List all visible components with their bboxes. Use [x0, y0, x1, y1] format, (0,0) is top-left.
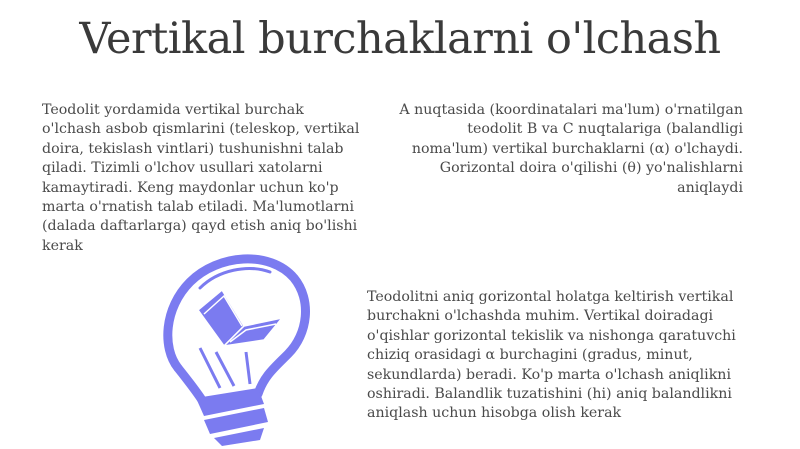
- lightbulb-book-icon: [160, 248, 310, 448]
- paragraph-bottom: Teodolitni aniq gorizontal holatga keltirish vertikal burchakni o'lchashda muhim. Vertikal doiradagi o'qishlar gorizontal tekislik va nishonga qaratuvchi chiziq orasidagi α burchagini (gradus, minut, sekundlarda) beradi. Ko'p marta o'lchash aniqlikni oshiradi. Balandlik tuzatishini (hi) aniq balandlikni aniqlash uchun hisobga olish kerak: [367, 289, 736, 422]
- slide-title: Vertikal burchaklarni o'lchash: [79, 14, 721, 64]
- paragraph-right: A nuqtasida (koordinatalari ma'lum) o'rnatilgan teodolit B va C nuqtalariga (balandligi noma'lum) vertikal burchaklarni (α) o'lchaydi. Gorizontal doira o'qilishi (θ) yo'nalishlarni aniqlaydi: [399, 102, 743, 196]
- paragraph-left: Teodolit yordamida vertikal burchak o'lchash asbob qismlarini (teleskop, vertikal doira, tekislash vintlari) tushunishni talab qiladi. Tizimli o'lchov usullari xatolarni kamaytiradi. Keng maydonlar uchun ko'p marta o'rnatish talab etiladi. Ma'lumotlarni (dalada daftarlarga) qayd etish aniq bo'lishi kerak: [42, 102, 360, 254]
